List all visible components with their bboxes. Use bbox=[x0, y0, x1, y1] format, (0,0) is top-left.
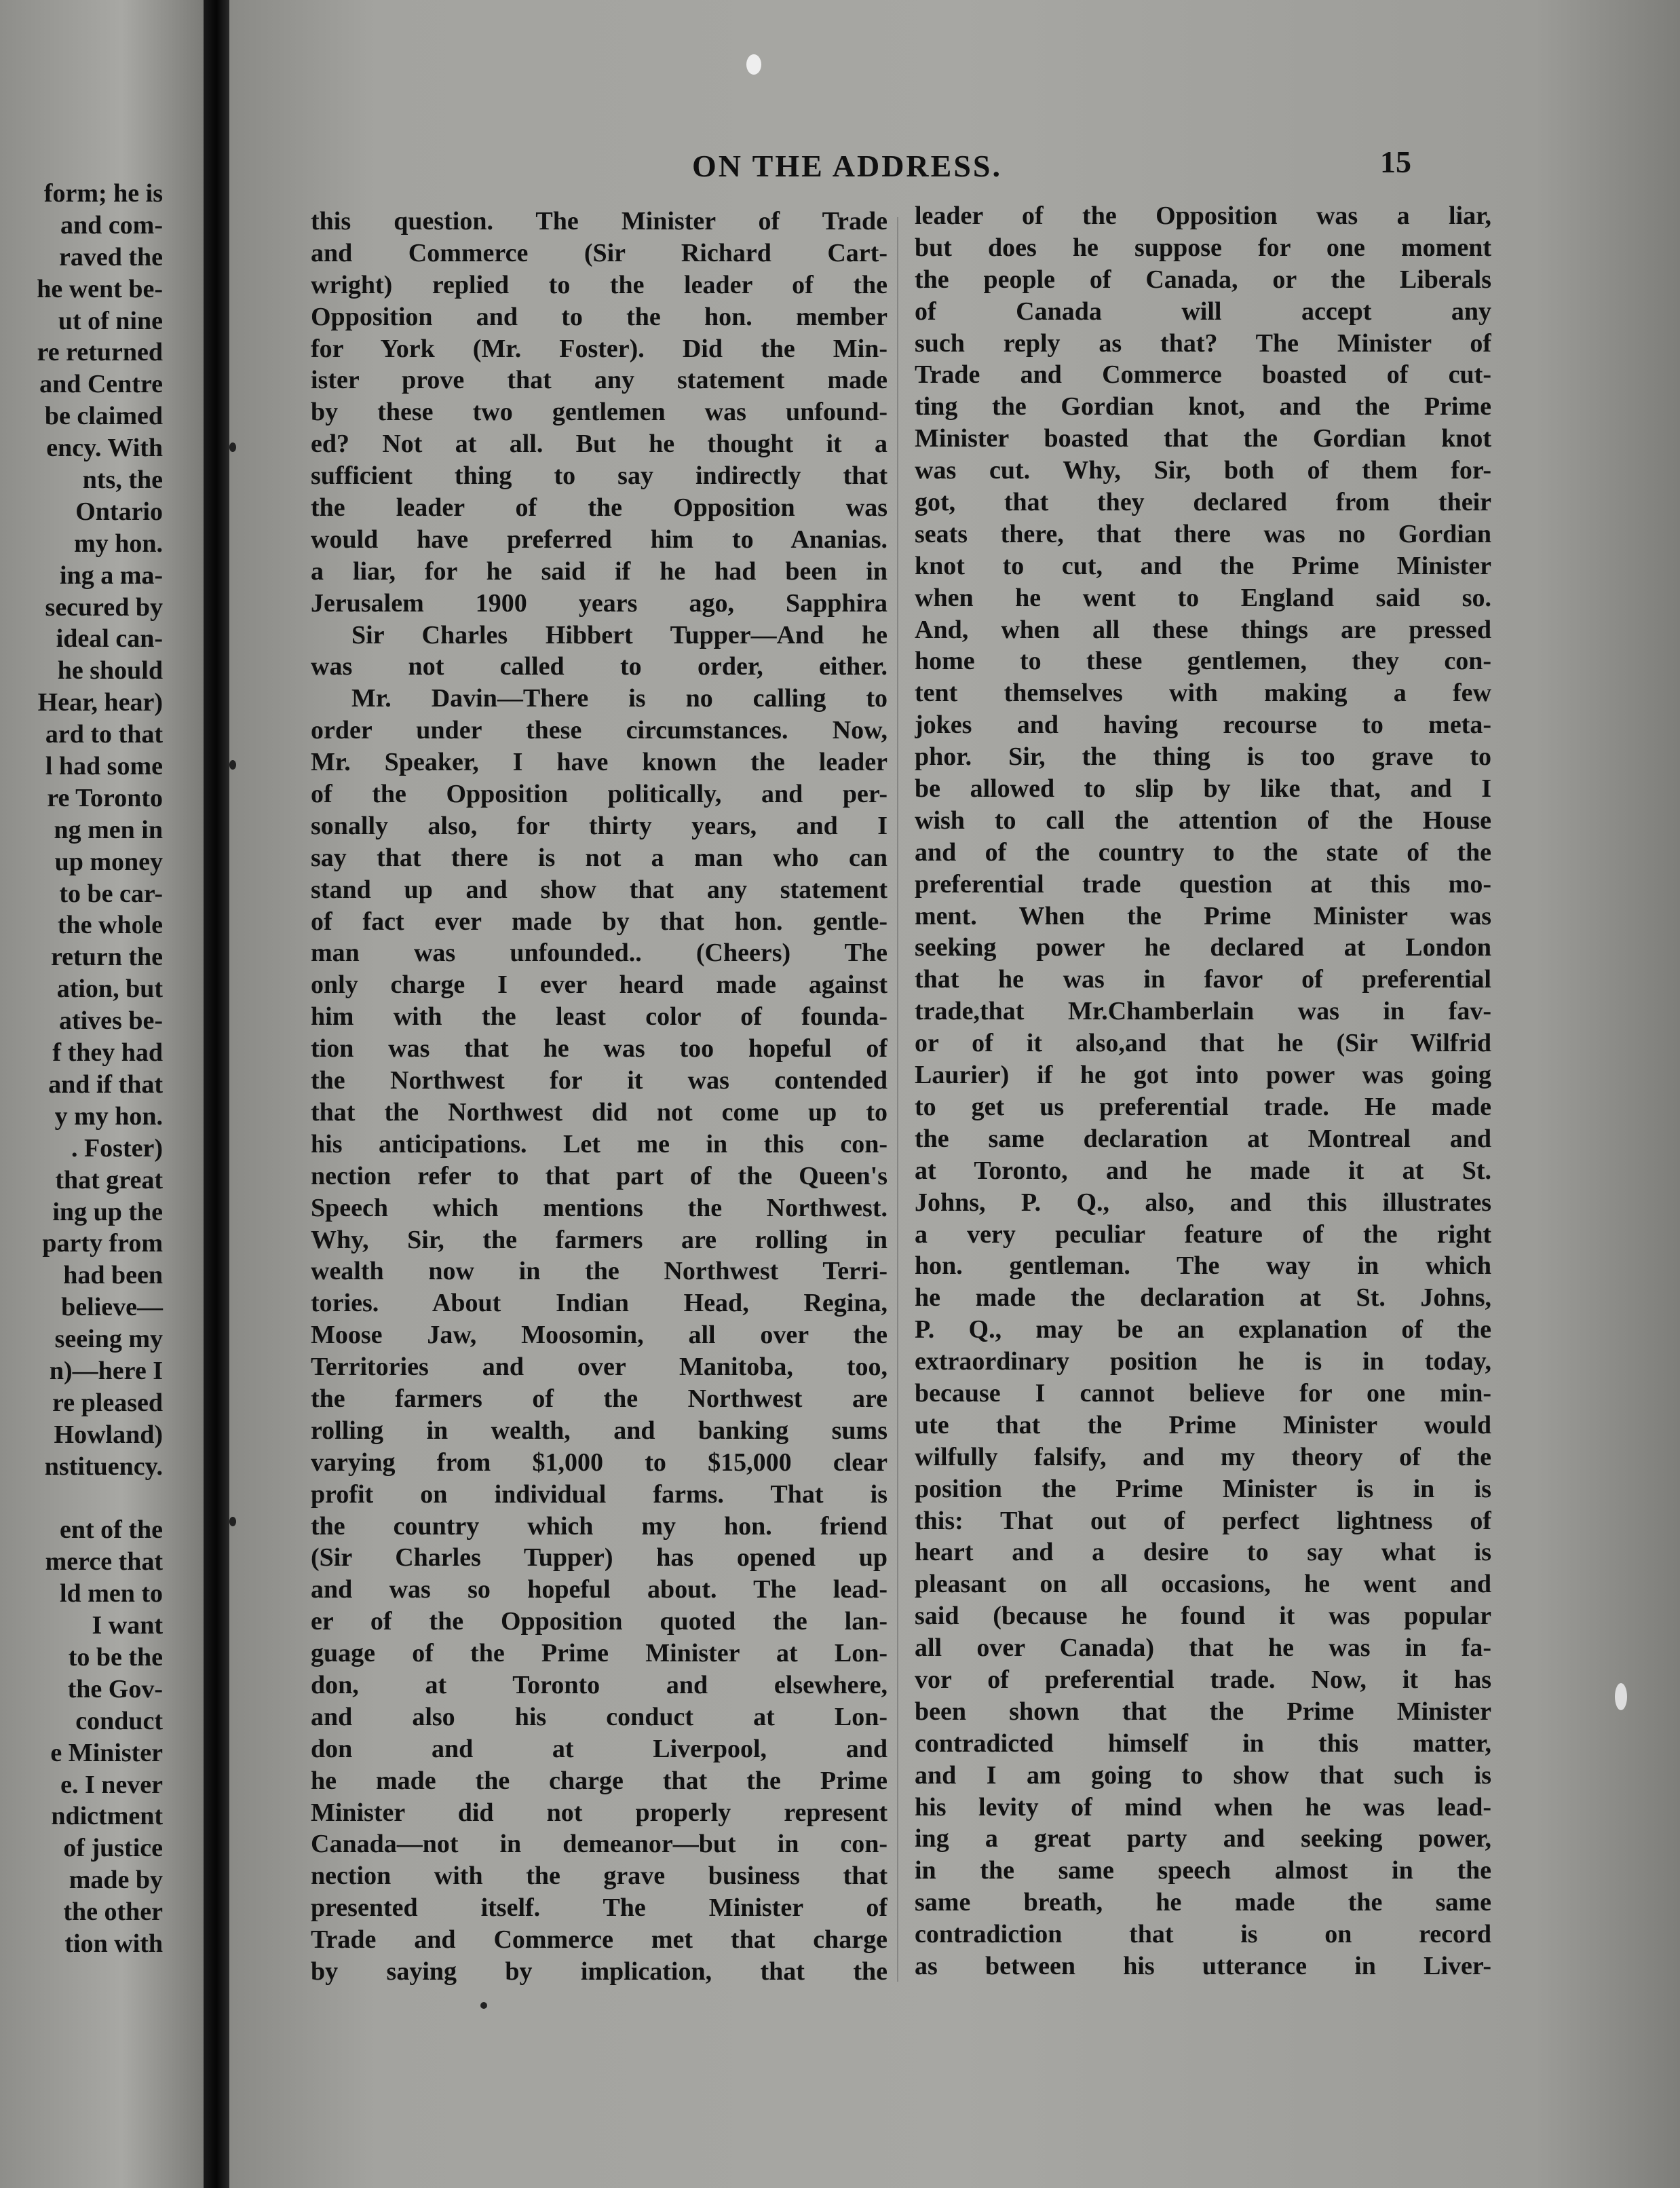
text-line: Mr. Speaker, I have known the leader bbox=[311, 748, 887, 777]
text-line: but does he suppose for one moment bbox=[915, 233, 1491, 262]
text-line: the farmers of the Northwest are bbox=[311, 1384, 887, 1413]
text-line: ting the Gordian knot, and the Prime bbox=[915, 392, 1491, 421]
facing-page-line: and com- bbox=[60, 210, 163, 240]
text-line: don, at Toronto and elsewhere, bbox=[311, 1670, 887, 1699]
facing-page-line: ent of the bbox=[60, 1515, 163, 1545]
text-line: this: That out of perfect lightness of bbox=[915, 1506, 1491, 1535]
facing-page-line: atives be- bbox=[58, 1006, 163, 1036]
text-line: was not called to order, either. bbox=[311, 652, 887, 681]
text-line: Minister did not properly represent bbox=[311, 1798, 887, 1827]
text-line: Jerusalem 1900 years ago, Sapphira bbox=[311, 588, 887, 618]
facing-page-line: secured by bbox=[45, 592, 163, 622]
ink-speck bbox=[480, 2002, 487, 2009]
facing-page-line: y my hon. bbox=[54, 1101, 163, 1131]
column-rule bbox=[897, 217, 898, 1982]
text-line: pleasant on all occasions, he went and bbox=[915, 1570, 1491, 1599]
text-line: said (because he found it was popular bbox=[915, 1602, 1491, 1631]
text-line: tories. About Indian Head, Regina, bbox=[311, 1289, 887, 1318]
text-line: a very peculiar feature of the right bbox=[915, 1220, 1491, 1249]
book-gutter bbox=[204, 0, 229, 2188]
text-line: ment. When the Prime Minister was bbox=[915, 901, 1491, 930]
text-line: Sir Charles Hibbert Tupper—And he bbox=[351, 620, 887, 649]
facing-page-line: had been bbox=[63, 1261, 163, 1290]
text-line: wish to call the attention of the House bbox=[915, 806, 1491, 835]
text-line: of fact ever made by that hon. gentle- bbox=[311, 907, 887, 936]
text-line: a liar, for he said if he had been in bbox=[311, 557, 887, 586]
text-line: seeking power he declared at London bbox=[915, 933, 1491, 962]
text-line: jokes and having recourse to meta- bbox=[915, 711, 1491, 740]
text-line: sufficient thing to say indirectly that bbox=[311, 461, 887, 491]
facing-page-text-column bbox=[0, 178, 204, 1960]
text-line: to get us preferential trade. He made bbox=[915, 1092, 1491, 1121]
text-line: tion was that he was too hopeful of bbox=[311, 1034, 887, 1063]
text-line: this question. The Minister of Trade bbox=[311, 207, 887, 235]
text-line: when he went to England said so. bbox=[915, 583, 1491, 612]
text-line: preferential trade question at this mo- bbox=[915, 869, 1491, 899]
facing-page-line: be claimed bbox=[44, 402, 163, 431]
text-line: profit on individual farms. That is bbox=[311, 1479, 887, 1509]
text-line: him with the least color of founda- bbox=[311, 1002, 887, 1032]
facing-page-line: e. I never bbox=[60, 1770, 163, 1799]
facing-page-line: . Foster) bbox=[71, 1133, 163, 1163]
text-line: the people of Canada, or the Liberals bbox=[915, 265, 1491, 294]
text-line: hon. gentleman. The way in which bbox=[915, 1251, 1491, 1281]
text-line: varying from $1,000 to $15,000 clear bbox=[311, 1448, 887, 1477]
text-line: Canada—not in demeanor—but in con- bbox=[311, 1830, 887, 1859]
facing-page-line: nstituency. bbox=[44, 1452, 163, 1481]
facing-page-line: e Minister bbox=[50, 1738, 163, 1767]
facing-page-line: made by bbox=[69, 1866, 163, 1895]
text-line: because I cannot believe for one min- bbox=[915, 1378, 1491, 1408]
facing-page-fragment bbox=[0, 0, 204, 2188]
text-column-2 bbox=[915, 200, 1491, 1982]
facing-page-line bbox=[0, 1483, 204, 1515]
text-line: Laurier) if he got into power was going bbox=[915, 1061, 1491, 1090]
text-line: tent themselves with making a few bbox=[915, 679, 1491, 708]
text-line: don and at Liverpool, and bbox=[311, 1734, 887, 1763]
facing-page-line: f they had bbox=[52, 1038, 163, 1068]
facing-page-line: return the bbox=[51, 943, 163, 972]
text-line: knot to cut, and the Prime Minister bbox=[915, 551, 1491, 580]
text-line: for York (Mr. Foster). Did the Min- bbox=[311, 334, 887, 363]
text-line: vor of preferential trade. Now, it has bbox=[915, 1665, 1491, 1694]
facing-page-line: up money bbox=[54, 847, 163, 876]
ink-speck bbox=[229, 1517, 236, 1526]
text-line: man was unfounded.. (Cheers) The bbox=[311, 939, 887, 968]
facing-page-line: re returned bbox=[37, 338, 163, 367]
text-line: And, when all these things are pressed bbox=[915, 615, 1491, 644]
text-line: would have preferred him to Ananias. bbox=[311, 525, 887, 554]
facing-page-line: the whole bbox=[57, 911, 163, 940]
facing-page-line: ard to that bbox=[45, 720, 163, 749]
facing-page-line: l had some bbox=[45, 752, 163, 781]
facing-page-line: ng men in bbox=[54, 815, 163, 844]
text-line: of Canada will accept any bbox=[915, 297, 1491, 326]
facing-page-line: conduct bbox=[75, 1706, 163, 1735]
text-line: extraordinary position he is in today, bbox=[915, 1347, 1491, 1376]
ink-speck bbox=[229, 442, 236, 452]
facing-page-line: the Gov- bbox=[67, 1674, 163, 1703]
text-line: trade,that Mr.Chamberlain was in fav- bbox=[915, 997, 1491, 1026]
facing-page-line: ency. With bbox=[46, 434, 163, 463]
facing-page-line: that great bbox=[55, 1165, 163, 1194]
text-line: Trade and Commerce boasted of cut- bbox=[915, 360, 1491, 390]
text-line: in the same speech almost in the bbox=[915, 1856, 1491, 1885]
running-head: ON THE ADDRESS. bbox=[692, 149, 1003, 183]
facing-page-line: n)—here I bbox=[49, 1356, 163, 1385]
text-line: phor. Sir, the thing is too grave to bbox=[915, 742, 1491, 772]
text-line: position the Prime Minister is in is bbox=[915, 1474, 1491, 1503]
text-line: of the Opposition politically, and per- bbox=[311, 780, 887, 809]
text-line: he made the charge that the Prime bbox=[311, 1766, 887, 1795]
text-line: or of it also,and that he (Sir Wilfrid bbox=[915, 1029, 1491, 1058]
text-line: all over Canada) that he was in fa- bbox=[915, 1634, 1491, 1663]
text-line: P. Q., may be an explanation of the bbox=[915, 1315, 1491, 1344]
text-line: contradicted himself in this matter, bbox=[915, 1729, 1491, 1758]
facing-page-line: I want bbox=[92, 1611, 163, 1640]
facing-page-line: ld men to bbox=[60, 1579, 163, 1608]
facing-page-line: nts, the bbox=[82, 466, 163, 495]
text-line: Mr. Davin—There is no calling to bbox=[351, 684, 887, 713]
facing-page-line: to be the bbox=[68, 1642, 163, 1672]
text-line: he made the declaration at St. Johns, bbox=[915, 1283, 1491, 1313]
text-line: rolling in wealth, and banking sums bbox=[311, 1416, 887, 1445]
facing-page-line: re pleased bbox=[52, 1388, 163, 1417]
text-line: ute that the Prime Minister would bbox=[915, 1410, 1491, 1439]
text-line: Why, Sir, the farmers are rolling in bbox=[311, 1225, 887, 1254]
text-line: the country which my hon. friend bbox=[311, 1511, 887, 1541]
text-line: and of the country to the state of the bbox=[915, 837, 1491, 867]
facing-page-line: seeing my bbox=[54, 1325, 163, 1354]
text-line: nection with the grave business that bbox=[311, 1862, 887, 1891]
text-line: contradiction that is on record bbox=[915, 1920, 1491, 1949]
text-line: Opposition and to the hon. member bbox=[311, 302, 887, 331]
text-line: Trade and Commerce met that charge bbox=[311, 1925, 887, 1955]
text-line: by these two gentlemen was unfound- bbox=[311, 398, 887, 427]
ink-speck bbox=[229, 760, 236, 770]
text-line: been shown that the Prime Minister bbox=[915, 1697, 1491, 1726]
text-line: the leader of the Opposition was bbox=[311, 493, 887, 523]
ink-speck bbox=[746, 54, 761, 75]
facing-page-line: ing a ma- bbox=[60, 561, 163, 590]
facing-page-line: of justice bbox=[63, 1834, 163, 1863]
text-line: Territories and over Manitoba, too, bbox=[311, 1353, 887, 1382]
text-line: (Sir Charles Tupper) has opened up bbox=[311, 1543, 887, 1572]
text-line: the Northwest for it was contended bbox=[311, 1066, 887, 1095]
text-line: such reply as that? The Minister of bbox=[915, 328, 1491, 358]
text-line: Johns, P. Q., also, and this illustrates bbox=[915, 1188, 1491, 1217]
text-line: ed? Not at all. But he thought it a bbox=[311, 430, 887, 459]
facing-page-line: the other bbox=[63, 1898, 163, 1927]
text-line: and I am going to show that such is bbox=[915, 1760, 1491, 1790]
text-line: wilfully falsify, and my theory of the bbox=[915, 1442, 1491, 1471]
text-line: the same declaration at Montreal and bbox=[915, 1124, 1491, 1153]
text-line: say that there is not a man who can bbox=[311, 843, 887, 872]
facing-page-line: ut of nine bbox=[58, 306, 163, 335]
text-line: at Toronto, and he made it at St. bbox=[915, 1156, 1491, 1185]
text-line: by saying by implication, that the bbox=[311, 1957, 887, 1986]
facing-page-line: Howland) bbox=[54, 1420, 163, 1449]
text-line: and also his conduct at Lon- bbox=[311, 1702, 887, 1731]
text-line: nection refer to that part of the Queen's bbox=[311, 1161, 887, 1190]
page-number: 15 bbox=[1380, 145, 1411, 179]
facing-page-line: raved the bbox=[58, 242, 163, 271]
text-line: home to these gentlemen, they con- bbox=[915, 647, 1491, 676]
text-line: stand up and show that any statement bbox=[311, 875, 887, 904]
text-line: and was so hopeful about. The lead- bbox=[311, 1575, 887, 1604]
facing-page-line: he went be- bbox=[37, 274, 163, 303]
facing-page-line: party from bbox=[42, 1229, 163, 1258]
facing-page-line: tion with bbox=[64, 1929, 163, 1958]
text-line: ing a great party and seeking power, bbox=[915, 1824, 1491, 1853]
text-line: presented itself. The Minister of bbox=[311, 1893, 887, 1923]
text-line: his anticipations. Let me in this con- bbox=[311, 1129, 887, 1158]
text-line: as between his utterance in Liver- bbox=[915, 1951, 1491, 1980]
facing-page-line: form; he is bbox=[43, 179, 163, 208]
facing-page-line: and if that bbox=[48, 1070, 163, 1099]
facing-page-line: ing up the bbox=[52, 1197, 163, 1226]
text-line: that the Northwest did not come up to bbox=[311, 1097, 887, 1127]
text-line: Speech which mentions the Northwest. bbox=[311, 1193, 887, 1222]
text-line: er of the Opposition quoted the lan- bbox=[311, 1607, 887, 1636]
text-line: ister prove that any statement made bbox=[311, 366, 887, 395]
facing-page-line: ation, but bbox=[56, 975, 163, 1004]
facing-page-line: and Centre bbox=[39, 370, 163, 399]
text-line: be allowed to slip by like that, and I bbox=[915, 774, 1491, 804]
facing-page-line: ideal can- bbox=[56, 624, 163, 654]
text-line: his levity of mind when he was lead- bbox=[915, 1792, 1491, 1822]
facing-page-line: Hear, hear) bbox=[37, 688, 163, 717]
facing-page-line: believe— bbox=[61, 1293, 163, 1322]
text-line: seats there, that there was no Gordian bbox=[915, 519, 1491, 548]
text-line: order under these circumstances. Now, bbox=[311, 716, 887, 745]
facing-page-line: ndictment bbox=[51, 1802, 163, 1831]
text-line: got, that they declared from their bbox=[915, 488, 1491, 517]
facing-page-line: to be car- bbox=[59, 879, 163, 908]
text-line: guage of the Prime Minister at Lon- bbox=[311, 1639, 887, 1668]
ink-speck bbox=[1615, 1683, 1627, 1710]
text-line: wealth now in the Northwest Terri- bbox=[311, 1257, 887, 1286]
text-line: heart and a desire to say what is bbox=[915, 1538, 1491, 1567]
facing-page-line: merce that bbox=[45, 1547, 163, 1577]
text-line: was cut. Why, Sir, both of them for- bbox=[915, 456, 1491, 485]
facing-page-line: my hon. bbox=[74, 529, 163, 558]
text-line: same breath, he made the same bbox=[915, 1888, 1491, 1917]
text-line: sonally also, for thirty years, and I bbox=[311, 811, 887, 840]
text-line: Minister boasted that the Gordian knot bbox=[915, 424, 1491, 453]
text-line: Moose Jaw, Moosomin, all over the bbox=[311, 1321, 887, 1350]
facing-page-line: Ontario bbox=[75, 497, 163, 526]
facing-page-line: re Toronto bbox=[47, 783, 163, 812]
text-line: that he was in favor of preferential bbox=[915, 965, 1491, 994]
text-line: leader of the Opposition was a liar, bbox=[915, 202, 1491, 230]
text-line: wright) replied to the leader of the bbox=[311, 270, 887, 299]
text-line: only charge I ever heard made against bbox=[311, 970, 887, 1000]
text-line: and Commerce (Sir Richard Cart- bbox=[311, 238, 887, 267]
text-column-1 bbox=[311, 206, 887, 1988]
facing-page-line: he should bbox=[57, 656, 163, 685]
